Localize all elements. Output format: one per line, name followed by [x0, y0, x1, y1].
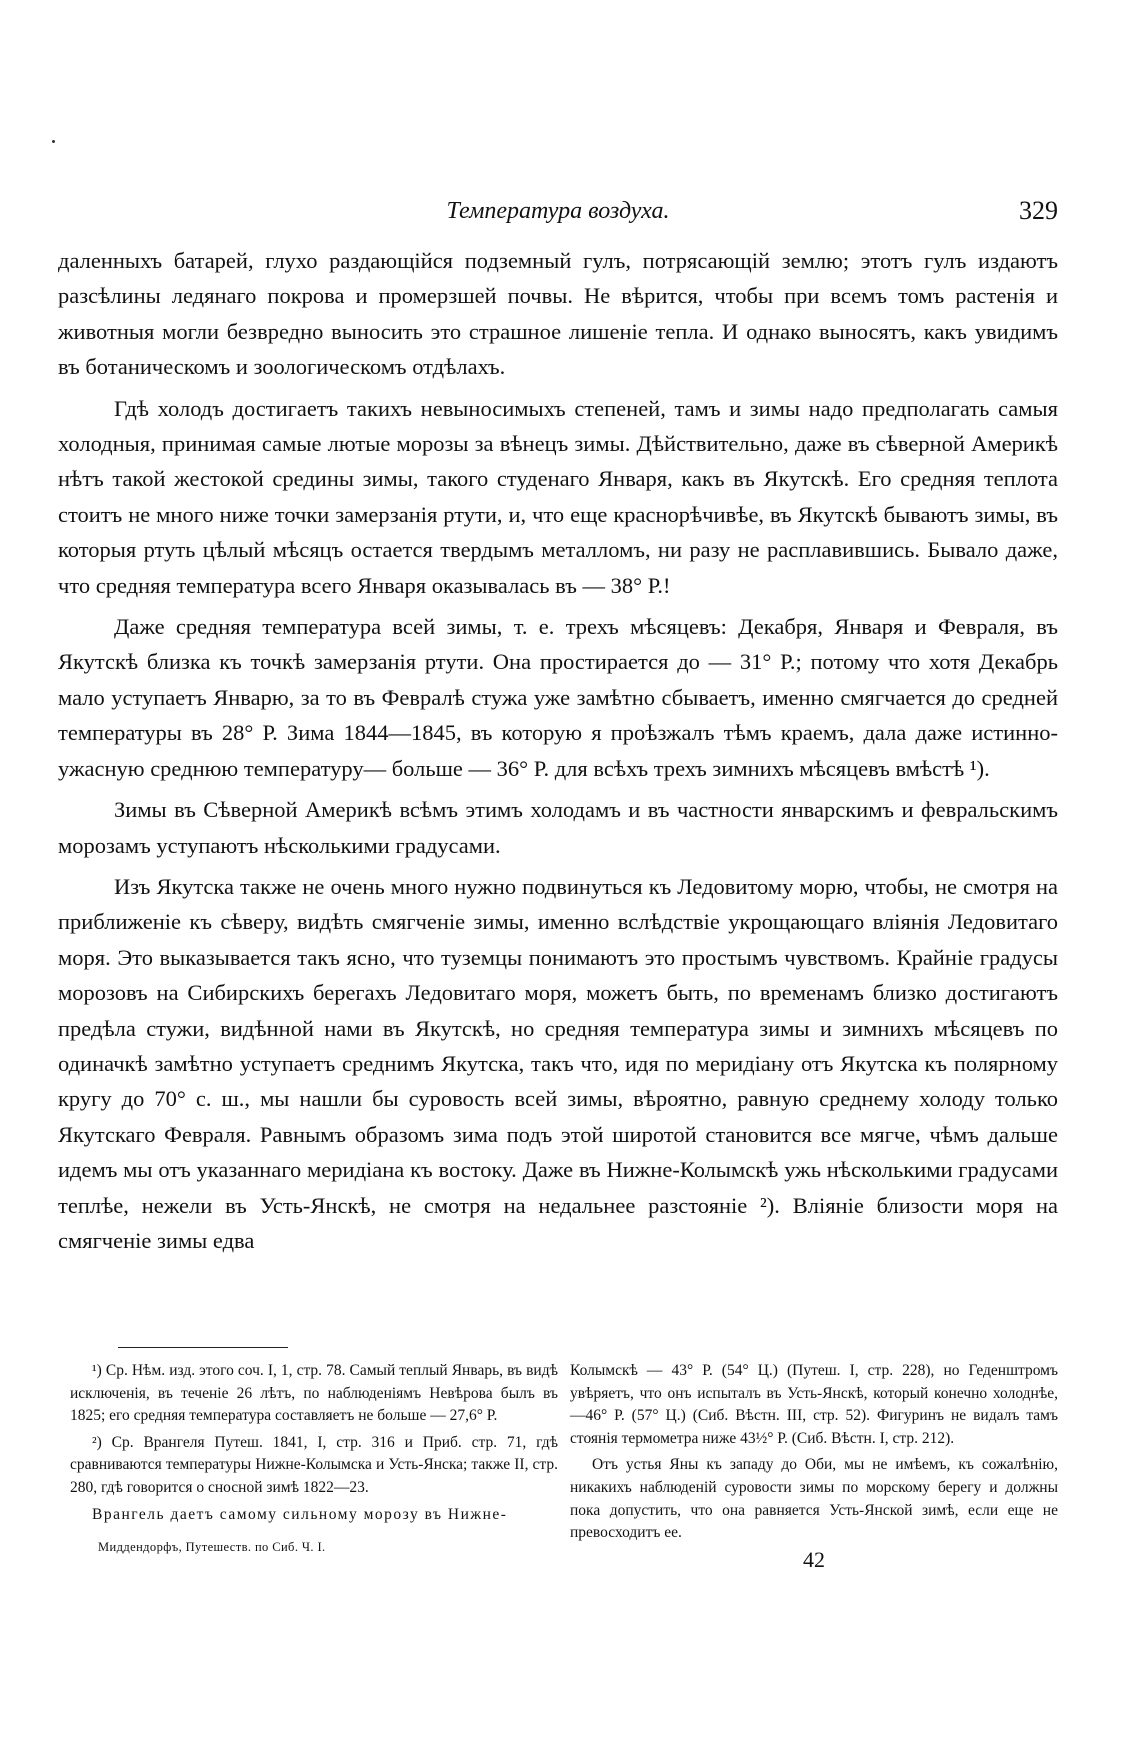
- main-text: [58, 243, 1058, 1264]
- print-speck: [52, 140, 55, 143]
- printer-signature: Миддендорфъ, Путешеств. по Сиб. Ч. I.: [98, 1540, 326, 1555]
- paragraph: Гдѣ холодъ достигаетъ такихъ невыносимыхъ степеней, тамъ и зимы надо предполагать самыя холодныя, принимая самые лютые морозы за вѣнецъ зимы. Дѣйствительно, даже въ сѣверной Америкѣ нѣтъ такой жестокой средины зимы, такого студенаго Января, какъ въ Якутскѣ. Его средняя теплота стоитъ не много ниже точки замерзанія ртути, и, что еще краснорѣчивѣе, въ Якутскѣ бываютъ зимы, въ которыя ртуть цѣлый мѣсяцъ остается твердымъ металломъ, ни разу не расплавившись. Бывало даже, что средняя температура всего Января оказывалась въ — 38° Р.!: [58, 395, 1058, 598]
- paragraph: Даже средняя температура всей зимы, т. е. трехъ мѣсяцевъ: Декабря, Января и Февраля, въ Якутскѣ близка къ точкѣ замерзанія ртути. Она простирается до — 31° Р.; потому что хотя Декабрь мало уступаетъ Январю, за то въ Февралѣ стужа уже замѣтно сбываетъ, именно смягчается до средней температуры въ 28° Р. Зима 1844—1845, въ которую я проѣзжалъ тѣмъ краемъ, дала даже истинно-ужасную среднюю температуру— больше — 36° Р. для всѣхъ трехъ зимнихъ мѣсяцевъ вмѣстѣ ¹).: [58, 614, 1058, 781]
- footnote: ²) Ср. Врангеля Путеш. 1841, I, стр. 316 и Приб. стр. 71, гдѣ сравниваются температуры Нижне-Колымска и Усть-Янска; также II, стр. 280, гдѣ говорится о сносной зимѣ 1822—23.: [70, 1433, 558, 1496]
- paragraph: Изъ Якутска также не очень много нужно подвинуться къ Ледовитому морю, чтобы, не смотря на приближеніе къ сѣверу, видѣть смягченіе зимы, именно вслѣдствіе укрощающаго вліянія Ледовитаго моря. Это выказывается такъ ясно, что туземцы понимаютъ это простымъ чувствомъ. Крайніе градусы морозовъ на Сибирскихъ берегахъ Ледовитаго моря, можетъ быть, по временамъ близко достигаютъ предѣла стужи, видѣнной нами въ Якутскѣ, но средняя температура зимы и зимнихъ мѣсяцевъ по одиначкѣ замѣтно уступаетъ среднимъ Якутска, такъ что, идя по меридіану отъ Якутска къ полярному кругу до 70° с. ш., мы нашли бы суровость всей зимы, вѣроятно, равную среднему холоду только Якутскаго Февраля. Равнымъ образомъ зима подъ этой широтой становится все мягче, чѣмъ дальше идемъ мы отъ указаннаго меридіана къ востоку. Даже въ Нижне-Колымскѣ ужь нѣсколькими градусами теплѣе, нежели въ Усть-Янскѣ, не смотря на недальнее разстояніе ²). Вліяніе близости моря на смягченіе зимы едва: [58, 873, 1058, 1253]
- footnote-rule: [118, 1347, 288, 1348]
- paragraph: даленныхъ батарей, глухо раздающійся подземный гулъ, потрясающій землю; этотъ гулъ издаютъ разсѣлины ледянаго покрова и промерзшей почвы. Не вѣрится, чтобы при всемъ томъ растенія и животныя могли безвредно выносить это страшное лишеніе тепла. И однако выносятъ, какъ увидимъ въ ботаническомъ и зоологическомъ отдѣлахъ.: [58, 248, 1058, 380]
- footnote: Колымскѣ — 43° Р. (54° Ц.) (Путеш. I, стр. 228), но Геденштромъ увѣряетъ, что онъ испыталъ въ Усть-Янскѣ, который конечно холоднѣе, —46° Р. (57° Ц.) (Сиб. Вѣстн. III, стр. 52). Фигуринъ не видалъ тамъ стоянія термометра ниже 43½° Р. (Сиб. Вѣстн. I, стр. 212).: [570, 1362, 1058, 1447]
- running-title: Температура воздуха.: [446, 198, 670, 224]
- footnote: ¹) Ср. Нѣм. изд. этого соч. I, 1, стр. 78. Самый теплый Январь, въ видѣ исключенія, въ теченіе 26 лѣтъ, по наблюденіямъ Невѣрова былъ въ 1825; его средняя температура составляетъ не больше — 27,6° Р.: [70, 1362, 558, 1425]
- page-number: 329: [1019, 196, 1058, 225]
- footnote: Врангель даетъ самому сильному морозу въ Нижне-: [92, 1505, 508, 1523]
- running-header: [58, 193, 1058, 229]
- sheet-number: 42: [803, 1546, 825, 1572]
- footnote-column-left: [70, 1360, 558, 1559]
- footnote: Отъ устья Яны къ западу до Оби, мы не имѣемъ, къ сожалѣнію, никакихъ наблюденій суровости зимы по морскому берегу и должны пока допустить, что она равняется Усть-Янской зимѣ, если еще не превосходитъ ее.: [570, 1456, 1058, 1542]
- footnote-column-right: [570, 1360, 1058, 1571]
- paragraph: Зимы въ Сѣверной Америкѣ всѣмъ этимъ холодамъ и въ частности январскимъ и февральскимъ морозамъ уступаютъ нѣсколькими градусами.: [58, 797, 1058, 858]
